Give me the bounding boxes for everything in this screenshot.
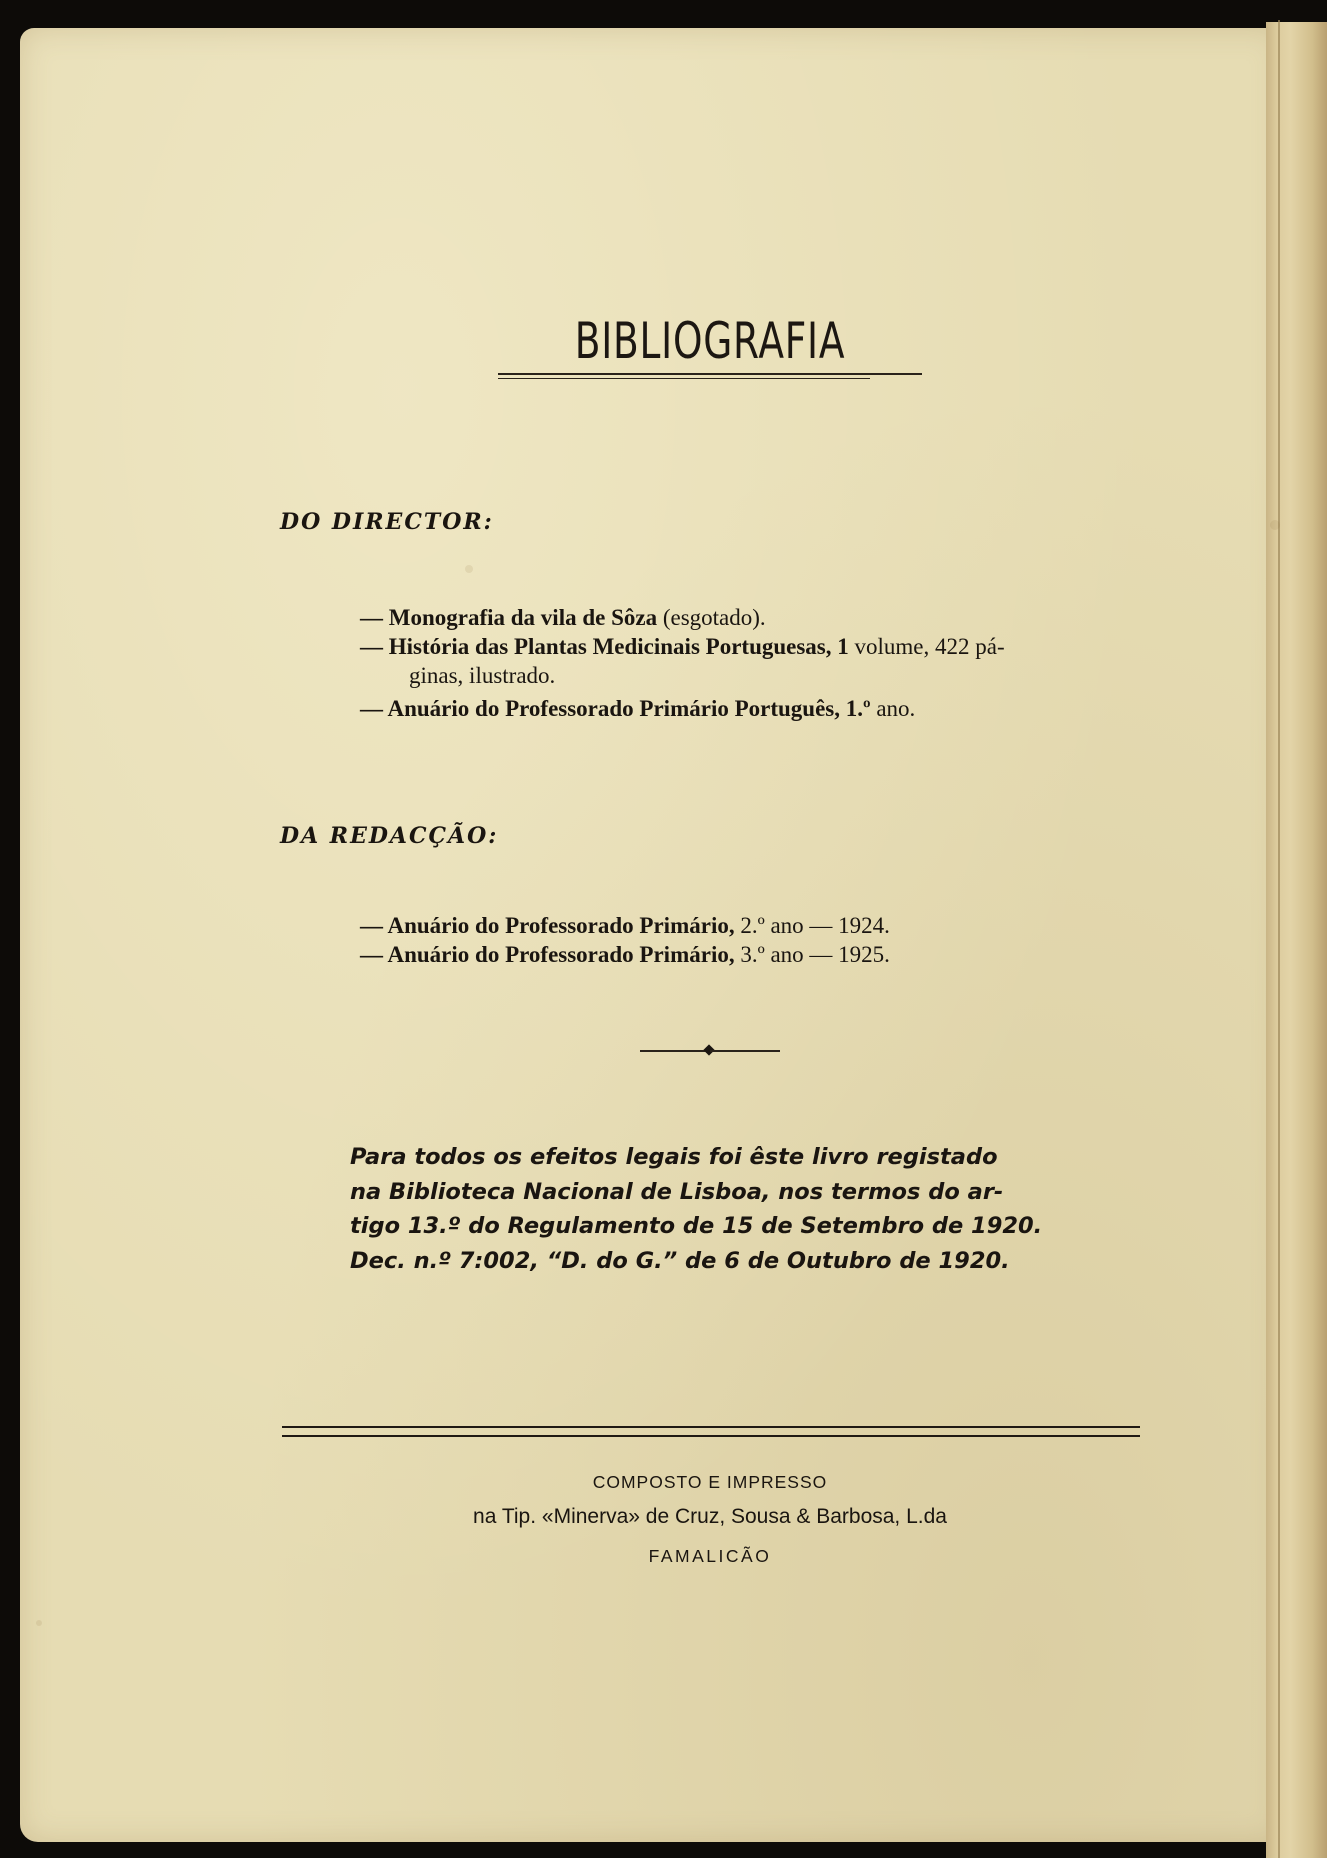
section-divider-left [640,1050,708,1052]
book-spine-edge [1266,22,1327,1858]
imprint-rule-top [282,1426,1140,1428]
bibliography-entry [360,603,766,632]
section-divider-right [710,1050,780,1052]
bibliography-entry [360,911,890,940]
entry-detail: ginas, ilustrado. [409,663,556,688]
title-underline [498,373,922,375]
entry-title: — Anuário do Professorado Primário, [360,942,735,967]
section-heading-redaccao: DA REDACÇÃO: [280,823,499,849]
paper-stain [36,1620,42,1626]
imprint-location: FAMALICÃO [648,1546,772,1566]
bibliography-entry [360,632,1005,661]
entry-detail: (esgotado). [657,605,766,630]
entry-title: — História das Plantas Medicinais Portuguesas, 1 [360,634,849,659]
legal-notice-line: Dec. n.º 7:002, “D. do G.” de 6 de Outubro de 1920. [350,1247,1010,1274]
imprint-printer: na Tip. «Minerva» de Cruz, Sousa & Barbosa, L.da [473,1505,947,1528]
section-heading-director: DO DIRECTOR: [280,509,494,535]
entry-title: — Anuário do Professorado Primário Português, 1.º [360,696,871,721]
entry-detail: 2.º ano — 1924. [734,913,890,938]
entry-title: — Anuário do Professorado Primário, [360,913,735,938]
title-underline-secondary [498,378,870,379]
legal-notice-line: na Biblioteca Nacional de Lisboa, nos termos do ar- [350,1178,1004,1205]
legal-notice [350,1140,1042,1278]
entry-detail: ano. [870,696,916,721]
legal-notice-line: tigo 13.º do Regulamento de 15 de Setembro de 1920. [350,1213,1043,1239]
legal-notice-line: Para todos os efeitos legais foi êste livro registado [350,1144,998,1170]
paper-stain [1270,520,1280,530]
page-fold-line [1278,20,1280,1858]
entry-title: — Monografia da vila de Sôza [360,605,658,630]
entry-detail: volume, 422 pá- [848,634,1005,659]
paper-stain [465,565,473,573]
entry-detail: 3.º ano — 1925. [734,942,890,967]
imprint-rule-bottom [282,1435,1140,1437]
page-title: BIBLIOGRAFIA [574,312,846,370]
bibliography-entry-continuation [409,661,555,690]
imprint-heading: COMPOSTO E IMPRESSO [592,1472,828,1492]
bibliography-entry [360,940,890,969]
bibliography-entry [360,694,915,723]
